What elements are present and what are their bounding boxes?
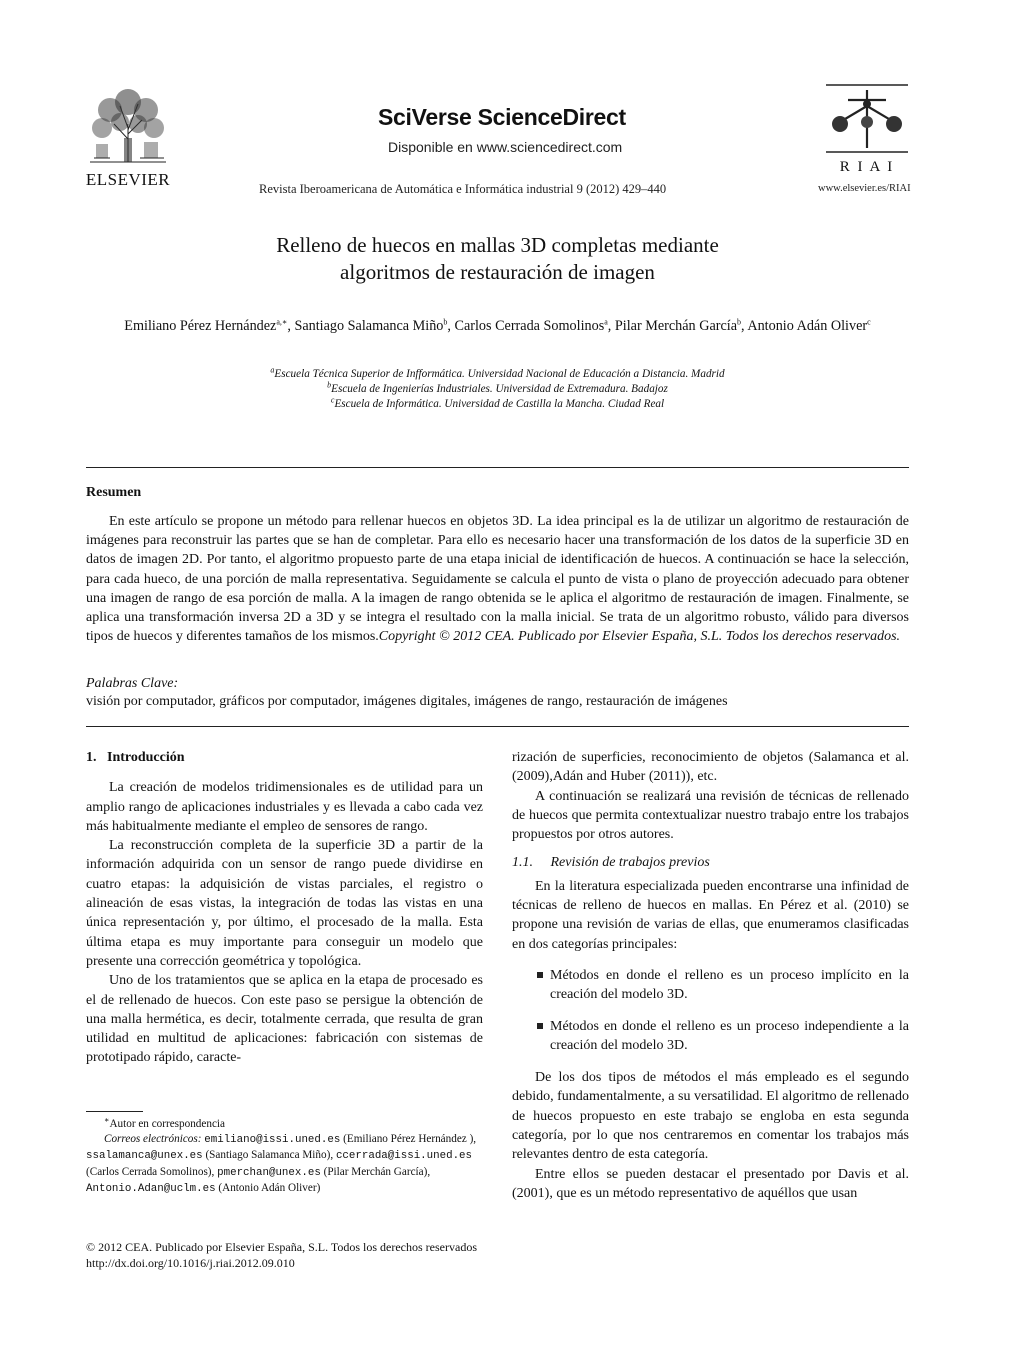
- email-link[interactable]: emiliano@issi.uned.es: [204, 1134, 341, 1147]
- author: Santiago Salamanca Miño$^b$,: [294, 317, 455, 334]
- author: Antonio Adán Oliver$^c$: [747, 317, 871, 334]
- bullet-icon: [537, 1023, 543, 1029]
- affiliation: $^b$Escuela de Ingenierías Industriales. Universidad de Extremadura. Badajoz: [327, 380, 668, 395]
- paragraph: De los dos tipos de métodos el más empleado es el segundo debido, fundamentalmente, a su versatilidad. El algoritmo de rellenado de huecos propuesto en este trabajo se engloba en esta segunda categoría, por lo que nos centraremos en comentar los trabajos más relevantes dentro de esta categoría.: [512, 1070, 909, 1163]
- abstract-copyright: Copyright © 2012 CEA. Publicado por Elsevier España, S.L. Todos los derechos reservados.: [378, 629, 901, 645]
- riai-logo: [826, 84, 908, 175]
- availability-text: Disponible en www.sciencedirect.com: [388, 139, 623, 155]
- affiliation: $^a$Escuela Técnica Superior de Infformática. Universidad Nacional de Educación a Distancia. Madrid: [270, 365, 725, 380]
- abstract-body: En este artículo se propone un método para rellenar huecos en objetos 3D. La idea principal es la de utilizar un algoritmo de restauración de imágenes para reconstruir las partes que se han de completar. Para ello es necesario hacer una transformación de los datos de la superficie 3D en datos de imagen 2D. Por tanto, el algoritmo propuesto parte de una etapa inicial de identificación de huecos. A continuación se hace la selección, para cada hueco, de una porción de malla representativa. Seguidamente se calcula el punto de vista o plano de proyección adecuado para obtener una imagen de rango de esa porción de malla. A la imagen de rango obtenida se le aplica el algoritmo de restauración de imagen. Finalmente, se aplica una transformación inversa 2D a 3D y se integra el resultado con la malla inicial. Se trata de un algoritmo robusto, válido para diversos tipos de huecos y diferentes tamaños de los mismos.Copyright © 2012 CEA. Publicado por Elsevier España, S.L. Todos los derechos reservados.: [86, 514, 909, 645]
- email-link[interactable]: ccerrada@issi.uned.es: [335, 1150, 473, 1163]
- paragraph: Uno de los tratamientos que se aplica en la etapa de procesado es el de rellenado de huecos. Con este paso se persigue la obtención de una malla hermética, es decir, totalmente cerrada, que resulta de gran utilidad en multitud de aplicaciones: fabricación con sistemas de prototipado rápido, caracte-: [86, 973, 483, 1066]
- paragraph: A continuación se realizará una revisión de técnicas de rellenado de huecos que permita contextualizar nuestro trabajo entre los trabajos propuestos por otros autores.: [512, 788, 909, 843]
- subsection-heading: 1.1. Revisión de trabajos previos: [512, 855, 710, 871]
- email-link[interactable]: ssalamanca@unex.es: [86, 1150, 203, 1163]
- title-line-2: algoritmos de restauración de imagen: [340, 260, 655, 284]
- elsevier-logo: [80, 84, 176, 189]
- affiliation: $^c$Escuela de Informática. Universidad de Castilla la Mancha. Ciudad Real: [330, 395, 665, 410]
- riai-logo-text: R I A I: [839, 159, 895, 175]
- paragraph: La creación de modelos tridimensionales es de utilidad para un amplio rango de aplicaciones industriales y es llevada a cabo cada vez más habitualmente mediante el empleo de sensores de rango.: [86, 780, 483, 834]
- email-link[interactable]: pmerchan@unex.es: [217, 1166, 321, 1179]
- doi-link[interactable]: http://dx.doi.org/10.1016/j.riai.2012.09.010: [86, 1256, 295, 1270]
- section-heading: 1. Introducción: [86, 750, 185, 765]
- corresponding-note: ∗Autor en correspondencia: [104, 1115, 225, 1130]
- riai-emblem-icon: [826, 84, 908, 154]
- rule-above-abstract: [86, 467, 909, 468]
- elsevier-wordmark: ELSEVIER: [85, 170, 171, 189]
- paragraph: En la literatura especializada pueden encontrarse una infinidad de técnicas de relleno de huecos en mallas. En Pérez et al. (2010) se propone una revisión de varias de ellas, que enumeramos clasificadas en dos categorías principales:: [512, 878, 909, 952]
- author: Pilar Merchán García$^b$,: [614, 317, 748, 334]
- page-footer: [86, 1239, 686, 1271]
- keywords-label: Palabras Clave:: [86, 676, 179, 691]
- affiliations: [86, 367, 909, 412]
- emails-note: Correos electrónicos: emiliano@issi.uned.es (Emiliano Pérez Hernández ), ssalamanca@unex.es (Santiago Salamanca Miño), ccerrada@issi.uned.es (Carlos Cerrada Somolinos), pmerchan@unex.es (Pilar Merchán García), Antonio.Adan@uclm.es (Antonio Adán Oliver): [86, 1133, 477, 1195]
- keywords: visión por computador, gráficos por computador, imágenes digitales, imágenes de rango, restauración de imágenes: [86, 694, 728, 709]
- paragraph: rización de superficies, reconocimiento de objetos (Salamanca et al. (2009),Adán and Huber (2011)), etc.: [512, 750, 909, 785]
- list-item: Métodos en donde el relleno es un proceso independiente a la creación del modelo 3D.: [512, 1017, 909, 1056]
- bullet-icon: [537, 972, 543, 978]
- left-column: [86, 748, 483, 1068]
- paragraph: Entre ellos se pueden destacar el presentado por Davis et al. (2001), que es un método representativo de aquéllos que usan: [512, 1166, 909, 1201]
- abstract-heading: Resumen: [86, 485, 142, 500]
- footer-copyright: © 2012 CEA. Publicado por Elsevier España, S.L. Todos los derechos reservados: [86, 1240, 477, 1254]
- right-column: [512, 748, 909, 1203]
- footnote-rule: [86, 1111, 143, 1112]
- sciencedirect-title: SciVerse ScienceDirect: [378, 104, 626, 130]
- elsevier-tree-icon: [80, 84, 176, 166]
- journal-reference: Revista Iberoamericana de Automática e Informática industrial 9 (2012) 429–440: [259, 182, 667, 196]
- list-item: Métodos en donde el relleno es un proceso implícito en la creación del modelo 3D.: [512, 966, 909, 1005]
- email-link[interactable]: Antonio.Adan@uclm.es: [86, 1182, 216, 1195]
- riai-url: www.elsevier.es/RIAI: [818, 183, 911, 194]
- author: Emiliano Pérez Hernández$^{a,∗}$,: [124, 317, 295, 334]
- author: Carlos Cerrada Somolinos$^a$,: [454, 317, 615, 334]
- paragraph: La reconstrucción completa de la superficie 3D a partir de la información adquirida con un sensor de rango puede dividirse en cuatro etapas: la adquisición de vistas parciales, el registro o alineación de esas vistas, la integración de todas las vistas en una única representación y, por último, el procesado de la malla. Esta última etapa es muy importante para conseguir un modelo que presente una corrección geométrica y topológica.: [86, 838, 483, 969]
- title-line-1: Relleno de huecos en mallas 3D completas mediante: [276, 233, 719, 257]
- article-title: [86, 232, 909, 286]
- footnote: [86, 1117, 483, 1197]
- rule-below-abstract: [86, 726, 909, 727]
- author-list: [96, 316, 899, 336]
